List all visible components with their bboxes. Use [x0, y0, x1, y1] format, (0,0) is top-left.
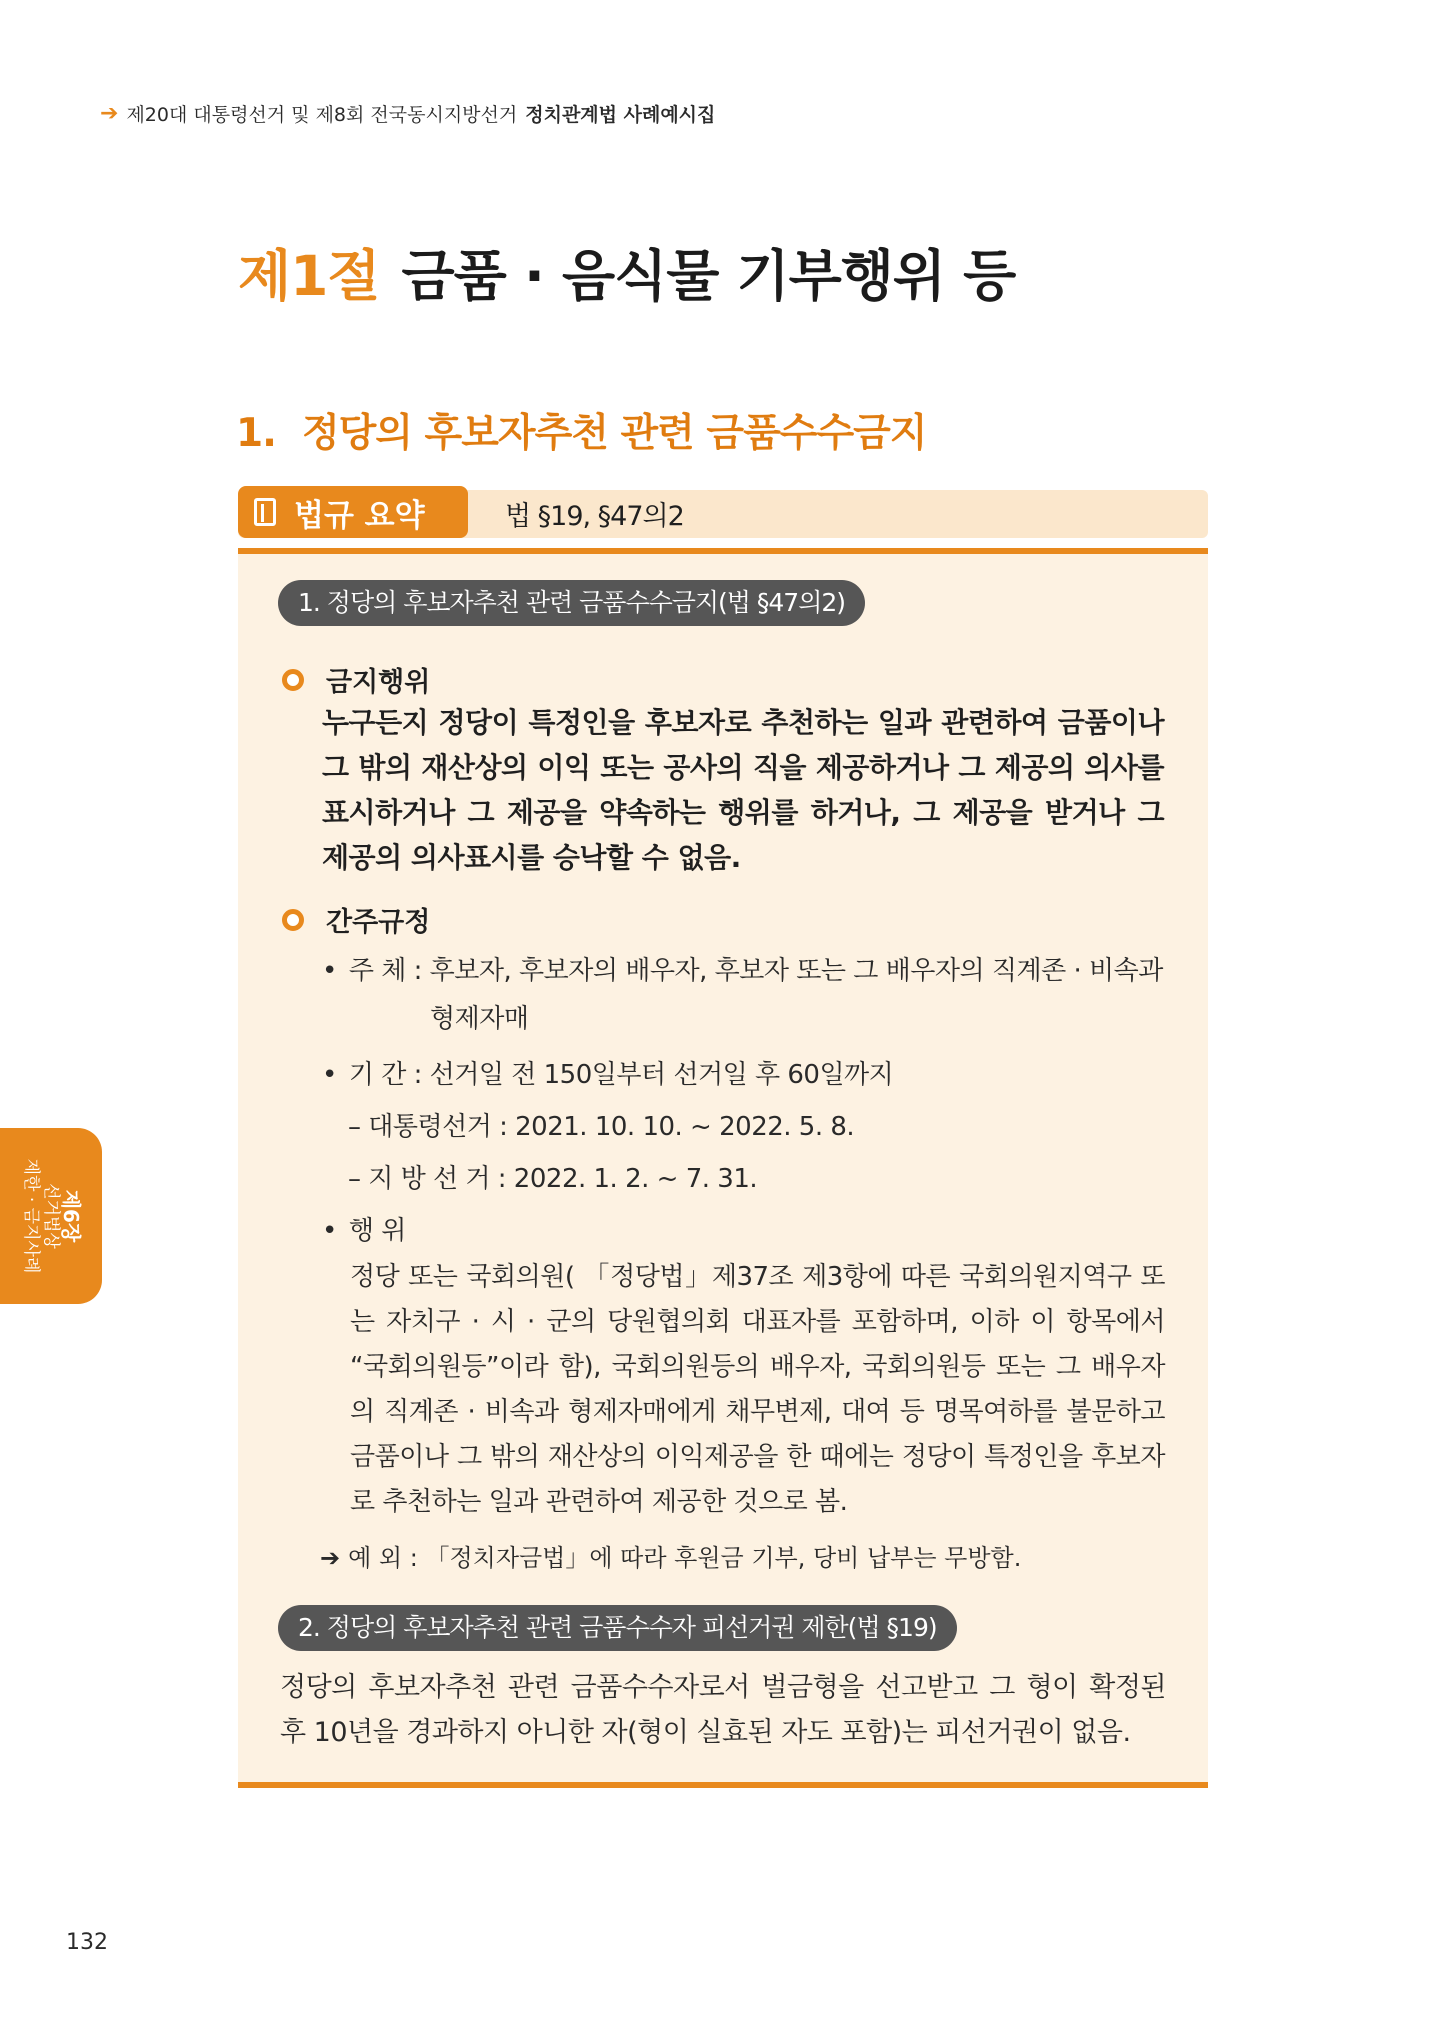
- running-header: [100, 100, 715, 127]
- dot-bullet-icon: •: [322, 1216, 337, 1246]
- local-period: – 지 방 선 거 : 2022. 1. 2. ~ 7. 31.: [348, 1164, 758, 1194]
- chapter-number: 제1절: [238, 244, 380, 308]
- law-summary-label: 법규 요약: [294, 497, 425, 534]
- chapter-title: [238, 232, 1015, 311]
- prohibited-text: 누구든지 정당이 특정인을 후보자로 추천하는 일과 관련하여 금품이나 그 밖의 재산상의 이익 또는 공사의 직을 제공하거나 그 제공의 의사를 표시하거나 그 제공을 약속하는 행위를 하거나, 그 제공을 받거나 그 제공의 의사표시를 승낙할 수 없음.: [322, 706, 1164, 874]
- header-title: 정치관계법 사례예시집: [525, 104, 716, 126]
- period-text: 기 간 : 선거일 전 150일부터 선거일 후 60일까지: [348, 1060, 894, 1090]
- exception-text: 예 외 : 「정치자금법」에 따라 후원금 기부, 당비 납부는 무방함.: [348, 1544, 1022, 1572]
- act-label: 행 위: [348, 1216, 406, 1246]
- dot-bullet-icon: •: [322, 1060, 337, 1090]
- subject-continuation: 형제자매: [430, 1004, 529, 1034]
- presidential-period: – 대통령선거 : 2021. 10. 10. ~ 2022. 5. 8.: [348, 1112, 855, 1142]
- exception-note: [320, 1538, 1021, 1573]
- period-line: [322, 1054, 893, 1091]
- header-prefix: 제20대 대통령선거 및 제8회 전국동시지방선거: [126, 104, 518, 126]
- law-summary-tab: [238, 486, 468, 538]
- act-line: [322, 1210, 406, 1247]
- law-reference: 법 §19, §47의2: [505, 501, 684, 532]
- section-heading: 정당의 후보자추천 관련 금품수수금지: [301, 411, 927, 456]
- ring-bullet-icon: [282, 669, 304, 691]
- chapter-side-tab: [0, 1128, 102, 1304]
- side-tab-line3: 제한 · 금지사례: [21, 1158, 41, 1274]
- side-tab-line2: 선거법상: [41, 1183, 61, 1249]
- prohibited-heading: [282, 660, 430, 699]
- dot-bullet-icon: •: [322, 956, 337, 986]
- book-icon: [254, 498, 276, 526]
- section-number: 1.: [236, 411, 276, 456]
- section-title: [236, 402, 926, 458]
- deemed-heading-label: 간주규정: [326, 907, 431, 938]
- subject-text: 주 체 : 후보자, 후보자의 배우자, 후보자 또는 그 배우자의 직계존 · 비속과: [348, 956, 1163, 986]
- arrow-right-icon: ➔: [320, 1544, 341, 1572]
- act-text: 정당 또는 국회의원( 「정당법」제37조 제3항에 따른 국회의원지역구 또는 자치구 · 시 · 군의 당원협의회 대표자를 포함하며, 이하 이 항목에서 “국회의원등”이라 함), 국회의원등의 배우자, 국회의원등 또는 그 배우자의 직계존 · 비속과 형제자매에게 채무변제, 대여 등 명목여하를 불문하고 금품이나 그 밖의 재산상의 이익제공을 한 때에는 정당이 특정인을 후보자로 추천하는 일과 관련하여 제공한 것으로 봄.: [350, 1262, 1165, 1517]
- page-number: 132: [66, 1930, 108, 1955]
- prohibited-heading-label: 금지행위: [326, 667, 431, 698]
- side-tab-chapter: 제6장: [59, 1189, 83, 1243]
- chapter-heading: 금품 · 음식물 기부행위 등: [401, 244, 1016, 308]
- ring-bullet-icon: [282, 909, 304, 931]
- item-pill-2: 2. 정당의 후보자추천 관련 금품수수자 피선거권 제한(법 §19): [278, 1605, 957, 1651]
- subject-line: [322, 950, 1163, 987]
- arrow-right-icon: ➔: [100, 101, 119, 126]
- deemed-heading: [282, 900, 430, 939]
- eligibility-text: 정당의 후보자추천 관련 금품수수자로서 벌금형을 선고받고 그 형이 확정된 후 10년을 경과하지 아니한 자(형이 실효된 자도 포함)는 피선거권이 없음.: [280, 1672, 1166, 1748]
- item-pill-1: 1. 정당의 후보자추천 관련 금품수수금지(법 §47의2): [278, 580, 865, 626]
